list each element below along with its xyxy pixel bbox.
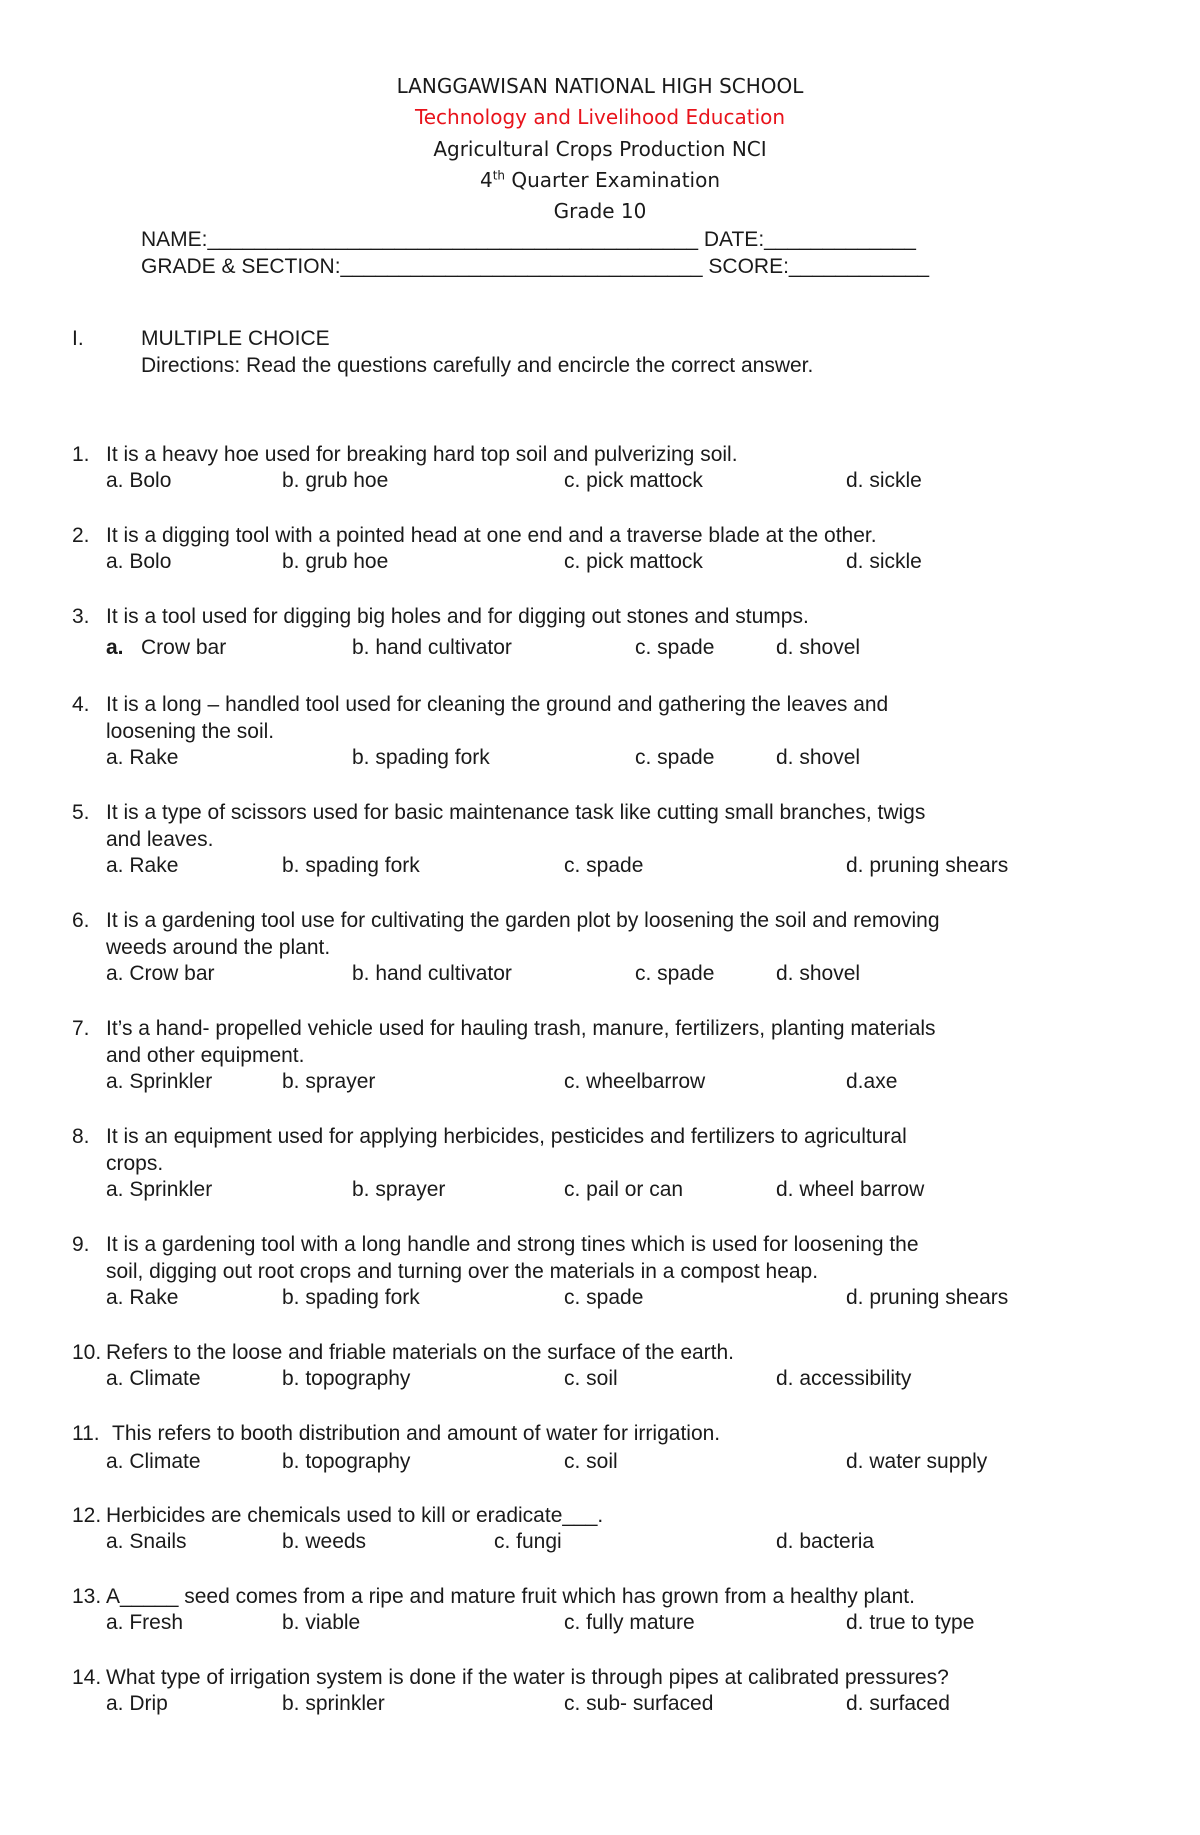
question-number: 8. bbox=[72, 1125, 90, 1148]
choice-d[interactable]: d. surfaced bbox=[846, 1692, 950, 1715]
question-number: 2. bbox=[72, 524, 90, 547]
question-1 bbox=[0, 441, 1200, 495]
choice-d[interactable]: d. shovel bbox=[776, 962, 861, 985]
question-text: Refers to the loose and friable materials on the surface of the earth. bbox=[106, 1341, 735, 1364]
name-date-line[interactable]: NAME:__________________________________________ DATE:_____________ bbox=[141, 228, 916, 251]
choice-b[interactable]: b. sprinkler bbox=[282, 1692, 385, 1715]
choice-d[interactable]: d. accessibility bbox=[776, 1367, 912, 1390]
question-4 bbox=[0, 691, 1200, 772]
question-text: It’s a hand- propelled vehicle used for hauling trash, manure, fertilizers, planting materials bbox=[106, 1017, 936, 1040]
choice-c[interactable]: c. spade bbox=[635, 636, 715, 659]
choice-d[interactable]: d. bacteria bbox=[776, 1530, 875, 1553]
choice-b[interactable]: b. sprayer bbox=[352, 1178, 446, 1201]
choice-d[interactable]: d. sickle bbox=[846, 550, 922, 573]
question-number: 5. bbox=[72, 801, 90, 824]
choice-a[interactable]: a. Sprinkler bbox=[106, 1070, 213, 1093]
section-numeral: I. bbox=[72, 327, 84, 350]
choice-c[interactable]: c. pick mattock bbox=[564, 550, 703, 573]
choice-b[interactable]: b. spading fork bbox=[352, 746, 490, 769]
choice-a[interactable]: a. Snails bbox=[106, 1530, 187, 1553]
choice-d[interactable]: d. wheel barrow bbox=[776, 1178, 925, 1201]
question-12 bbox=[0, 1502, 1200, 1556]
question-number: 6. bbox=[72, 909, 90, 932]
choice-b[interactable]: b. topography bbox=[282, 1367, 411, 1390]
choice-b[interactable]: b. spading fork bbox=[282, 854, 420, 877]
question-text-cont: crops. bbox=[106, 1152, 164, 1175]
question-number: 14. bbox=[72, 1666, 102, 1689]
quarter-label: Quarter Examination bbox=[505, 168, 721, 192]
choice-d[interactable]: d. water supply bbox=[846, 1450, 988, 1473]
choice-c[interactable]: c. spade bbox=[635, 746, 715, 769]
question-text: It is a type of scissors used for basic maintenance task like cutting small branches, twigs bbox=[106, 801, 926, 824]
choice-b[interactable]: b. topography bbox=[282, 1450, 411, 1473]
question-11 bbox=[0, 1420, 1200, 1476]
school-name: LANGGAWISAN NATIONAL HIGH SCHOOL bbox=[396, 74, 804, 98]
question-text: It is a heavy hoe used for breaking hard top soil and pulverizing soil. bbox=[106, 443, 738, 466]
choice-d[interactable]: d.axe bbox=[846, 1070, 898, 1093]
choice-a-letter[interactable]: a. bbox=[106, 636, 124, 659]
question-text: It is a long – handled tool used for cleaning the ground and gathering the leaves and bbox=[106, 693, 889, 716]
choice-c[interactable]: c. soil bbox=[564, 1450, 618, 1473]
choice-a[interactable]: a. Rake bbox=[106, 746, 179, 769]
question-text: A_____ seed comes from a ripe and mature fruit which has grown from a healthy plant. bbox=[106, 1585, 915, 1608]
choice-d[interactable]: d. pruning shears bbox=[846, 1286, 1009, 1309]
question-number: 13. bbox=[72, 1585, 102, 1608]
choice-b[interactable]: b. hand cultivator bbox=[352, 636, 512, 659]
question-6 bbox=[0, 907, 1200, 988]
question-text: It is a gardening tool with a long handle and strong tines which is used for loosening the bbox=[106, 1233, 919, 1256]
directions: Directions: Read the questions carefully and encircle the correct answer. bbox=[141, 354, 814, 377]
question-text: It is a digging tool with a pointed head at one end and a traverse blade at the other. bbox=[106, 524, 877, 547]
choice-a[interactable]: a. Fresh bbox=[106, 1611, 184, 1634]
choice-d[interactable]: d. shovel bbox=[776, 746, 861, 769]
question-7 bbox=[0, 1015, 1200, 1096]
question-text: What type of irrigation system is done if the water is through pipes at calibrated pressures? bbox=[106, 1666, 949, 1689]
subject-title: Technology and Livelihood Education bbox=[414, 105, 786, 129]
question-9 bbox=[0, 1231, 1200, 1312]
choice-c[interactable]: c. pail or can bbox=[564, 1178, 684, 1201]
course-title: Agricultural Crops Production NCI bbox=[433, 137, 767, 161]
question-2 bbox=[0, 522, 1200, 576]
choice-a[interactable]: a. Rake bbox=[106, 854, 179, 877]
choice-a[interactable]: a. Crow bar bbox=[106, 962, 215, 985]
question-text: It is a tool used for digging big holes and for digging out stones and stumps. bbox=[106, 605, 809, 628]
question-number: 1. bbox=[72, 443, 90, 466]
choice-b[interactable]: b. hand cultivator bbox=[352, 962, 512, 985]
choice-c[interactable]: c. soil bbox=[564, 1367, 618, 1390]
choice-b[interactable]: b. grub hoe bbox=[282, 550, 389, 573]
question-number: 9. bbox=[72, 1233, 90, 1256]
quarter-number: 4 bbox=[479, 168, 493, 192]
quarter-ordinal: th bbox=[492, 168, 506, 183]
question-number: 4. bbox=[72, 693, 90, 716]
choice-d[interactable]: d. shovel bbox=[776, 636, 861, 659]
choice-d[interactable]: d. true to type bbox=[846, 1611, 975, 1634]
question-8 bbox=[0, 1123, 1200, 1204]
exam-title bbox=[0, 168, 1200, 192]
choice-a[interactable]: a. Drip bbox=[106, 1692, 168, 1715]
choice-c[interactable]: c. wheelbarrow bbox=[564, 1070, 706, 1093]
question-10 bbox=[0, 1339, 1200, 1393]
choice-b[interactable]: b. grub hoe bbox=[282, 469, 389, 492]
question-number: 3. bbox=[72, 605, 90, 628]
question-13 bbox=[0, 1583, 1200, 1637]
choice-c[interactable]: c. fully mature bbox=[564, 1611, 695, 1634]
question-text: Herbicides are chemicals used to kill or eradicate___. bbox=[106, 1504, 604, 1527]
choice-c[interactable]: c. pick mattock bbox=[564, 469, 703, 492]
choice-c[interactable]: c. sub- surfaced bbox=[564, 1692, 714, 1715]
choice-a[interactable]: Crow bar bbox=[141, 636, 227, 659]
choice-a[interactable]: a. Bolo bbox=[106, 469, 172, 492]
question-text: This refers to booth distribution and amount of water for irrigation. bbox=[112, 1422, 721, 1445]
question-3 bbox=[0, 603, 1200, 663]
choice-c[interactable]: c. spade bbox=[564, 1286, 644, 1309]
choice-b[interactable]: b. spading fork bbox=[282, 1286, 420, 1309]
section-title: MULTIPLE CHOICE bbox=[141, 327, 330, 350]
question-text-cont: soil, digging out root crops and turning over the materials in a compost heap. bbox=[106, 1260, 819, 1283]
question-text-cont: loosening the soil. bbox=[106, 720, 275, 743]
choice-b[interactable]: b. weeds bbox=[282, 1530, 367, 1553]
question-text: It is an equipment used for applying herbicides, pesticides and fertilizers to agricultural bbox=[106, 1125, 907, 1148]
question-14 bbox=[0, 1664, 1200, 1718]
question-text-cont: weeds around the plant. bbox=[106, 936, 331, 959]
question-number: 11. bbox=[72, 1422, 100, 1445]
choice-a[interactable]: a. Climate bbox=[106, 1450, 201, 1473]
choice-a[interactable]: a. Sprinkler bbox=[106, 1178, 213, 1201]
question-text-cont: and other equipment. bbox=[106, 1044, 305, 1067]
choice-a[interactable]: a. Rake bbox=[106, 1286, 179, 1309]
choice-a[interactable]: a. Climate bbox=[106, 1367, 201, 1390]
choice-c[interactable]: c. spade bbox=[564, 854, 644, 877]
choice-b[interactable]: b. viable bbox=[282, 1611, 361, 1634]
choice-d[interactable]: d. sickle bbox=[846, 469, 922, 492]
choice-d[interactable]: d. pruning shears bbox=[846, 854, 1009, 877]
choice-b[interactable]: b. sprayer bbox=[282, 1070, 376, 1093]
choice-c[interactable]: c. fungi bbox=[494, 1530, 562, 1553]
question-number: 10. bbox=[72, 1341, 102, 1364]
question-number: 12. bbox=[72, 1504, 102, 1527]
choice-a[interactable]: a. Bolo bbox=[106, 550, 172, 573]
question-number: 7. bbox=[72, 1017, 90, 1040]
question-text: It is a gardening tool use for cultivating the garden plot by loosening the soil and removing bbox=[106, 909, 940, 932]
question-5 bbox=[0, 799, 1200, 880]
choice-c[interactable]: c. spade bbox=[635, 962, 715, 985]
grade-level: Grade 10 bbox=[553, 199, 647, 223]
question-text-cont: and leaves. bbox=[106, 828, 214, 851]
grade-score-line[interactable]: GRADE & SECTION:_______________________________ SCORE:____________ bbox=[141, 255, 930, 278]
